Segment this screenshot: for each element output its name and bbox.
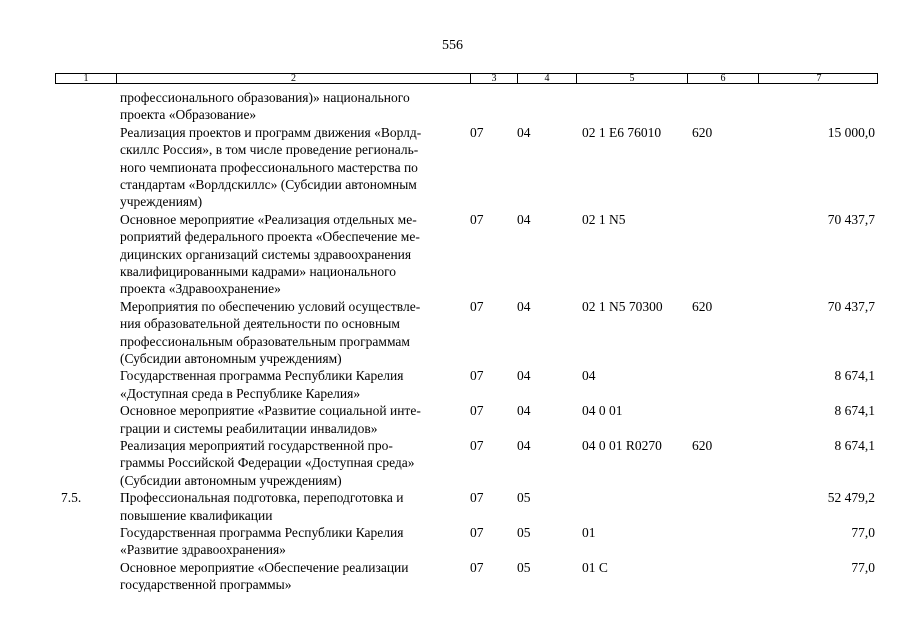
amount: 52 479,2 — [827, 490, 875, 506]
description-line: Реализация проектов и программ движения «Ворлд- — [120, 124, 422, 140]
description-line: профессионального образования)» национального — [120, 90, 410, 105]
subsection-code: 04 — [517, 211, 531, 227]
target-article-code: 01 С — [582, 559, 608, 575]
amount: 77,0 — [851, 559, 875, 575]
description-line: (Субсидии автономным учреждениям) — [120, 351, 342, 366]
description-line: проекта «Здравоохранение» — [120, 281, 281, 297]
header-cell: 3 — [470, 74, 517, 83]
expense-type-code: 620 — [692, 438, 713, 453]
subsection-code: 05 — [517, 525, 531, 540]
header-cell: 2 — [116, 74, 470, 83]
section-code: 07 — [470, 438, 484, 453]
description-line: Основное мероприятие «Развитие социальной инте- — [120, 403, 421, 419]
target-article-code: 04 — [582, 368, 596, 384]
description-line: квалифицированными кадрами» национального — [120, 264, 397, 279]
subsection-code: 05 — [517, 490, 531, 506]
description-line: Мероприятия по обеспечению условий осуществле- — [120, 298, 421, 314]
amount: 8 674,1 — [834, 438, 875, 453]
target-article-code: 02 1 E6 76010 — [582, 124, 662, 140]
subsection-code: 04 — [517, 403, 531, 419]
target-article-code: 01 — [582, 525, 596, 540]
description-line: Реализация мероприятий государственной про- — [120, 438, 393, 453]
subsection-code: 04 — [517, 298, 531, 314]
expense-type-code: 620 — [692, 124, 713, 140]
amount: 70 437,7 — [827, 211, 875, 227]
header-cell: 6 — [687, 74, 758, 83]
section-code: 07 — [470, 403, 484, 419]
description-line: профессиональным образовательным программам — [120, 333, 410, 349]
description-line: граммы Российской Федерации «Доступная среда» — [120, 455, 415, 471]
subsection-code: 04 — [517, 438, 531, 453]
description-line: Основное мероприятие «Реализация отдельных ме- — [120, 211, 417, 227]
page-number: 556 — [442, 38, 463, 53]
description-line: учреждениям) — [120, 194, 203, 210]
target-article-code: 02 1 N5 — [582, 211, 626, 227]
description-line: скиллс Россия», в том числе проведение региональ- — [120, 142, 419, 158]
description-line: ния образовательной деятельности по основным — [120, 316, 400, 332]
section-code: 07 — [470, 124, 484, 140]
description-line: ного чемпионата профессионального мастерства по — [120, 159, 418, 175]
header-cell: 5 — [576, 74, 687, 83]
header-cell: 1 — [83, 73, 89, 84]
subsection-code: 04 — [517, 124, 531, 140]
target-article-code: 02 1 N5 70300 — [582, 298, 663, 314]
section-code: 07 — [470, 368, 484, 384]
section-code: 07 — [470, 525, 484, 540]
table-header — [55, 73, 878, 84]
amount: 8 674,1 — [834, 403, 875, 419]
description-line: государственной программы» — [120, 577, 292, 593]
header-cell: 7 — [758, 74, 879, 83]
section-code: 07 — [470, 490, 484, 506]
description-line: проекта «Образование» — [120, 107, 257, 123]
description-line: дицинских организаций системы здравоохранения — [120, 246, 412, 262]
description-line: Государственная программа Республики Карелия — [120, 525, 404, 540]
target-article-code: 04 0 01 R0270 — [582, 438, 662, 453]
section-code: 07 — [470, 211, 484, 227]
amount: 15 000,0 — [827, 124, 875, 140]
amount: 8 674,1 — [834, 368, 875, 384]
subsection-code: 04 — [517, 368, 531, 384]
section-code: 07 — [470, 298, 484, 314]
expense-type-code: 620 — [692, 298, 713, 314]
description-line: (Субсидии автономным учреждениям) — [120, 472, 342, 488]
target-article-code: 04 0 01 — [582, 403, 623, 419]
description-line: роприятий федерального проекта «Обеспечение ме- — [120, 229, 420, 245]
description-line: Государственная программа Республики Карелия — [120, 368, 404, 384]
description-line: грации и системы реабилитации инвалидов» — [120, 420, 378, 436]
description-line: «Развитие здравоохранения» — [120, 542, 286, 558]
description-line: повышение квалификации — [120, 507, 273, 523]
section-code: 07 — [470, 559, 484, 575]
description-line: «Доступная среда в Республике Карелия» — [120, 385, 361, 401]
header-cell: 4 — [517, 74, 576, 83]
amount: 77,0 — [851, 525, 875, 540]
description-line: Основное мероприятие «Обеспечение реализации — [120, 559, 409, 575]
amount: 70 437,7 — [827, 298, 875, 314]
description-line: Профессиональная подготовка, переподготовка и — [120, 490, 404, 506]
subsection-code: 05 — [517, 559, 531, 575]
row-number: 7.5. — [61, 490, 82, 506]
description-line: стандартам «Ворлдскиллс» (Субсидии автономным — [120, 177, 417, 192]
